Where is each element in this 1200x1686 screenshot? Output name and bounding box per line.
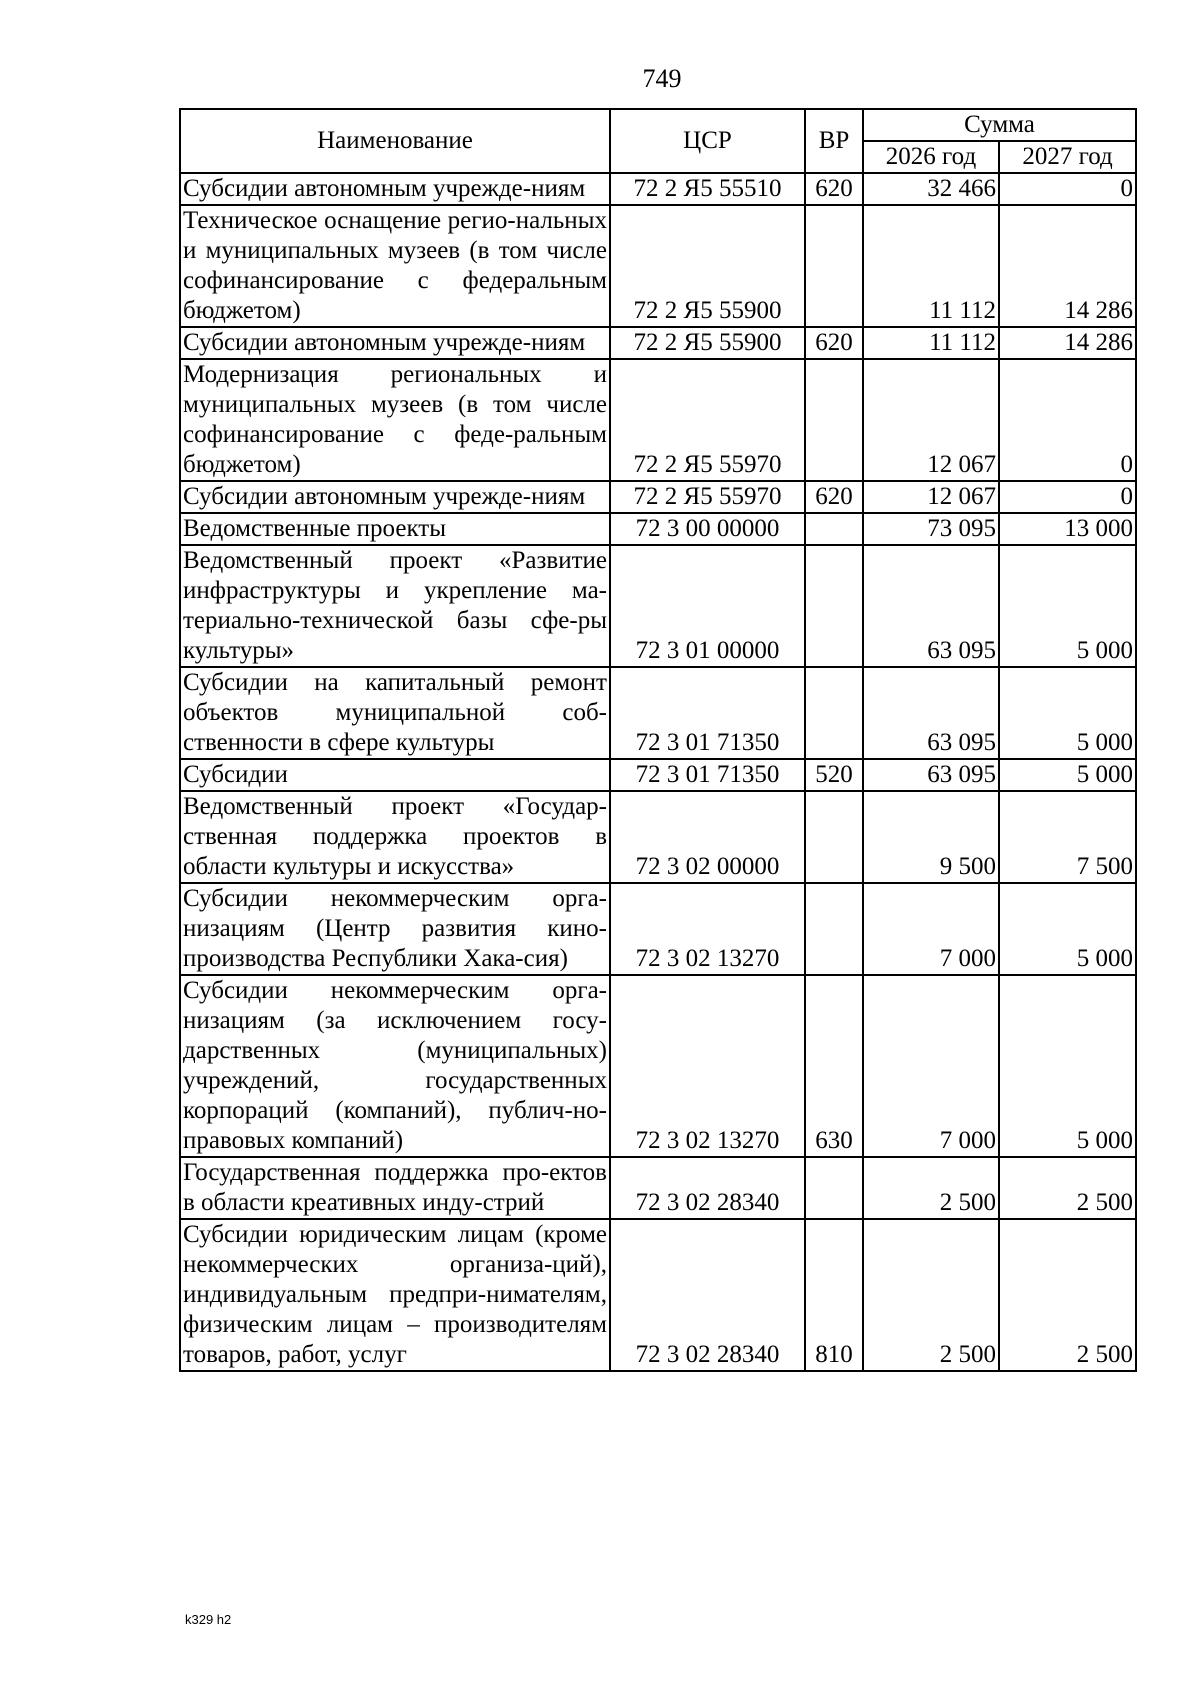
table-row (180, 513, 1136, 545)
row-csr-cell: 72 2 Я5 55970 (610, 359, 805, 481)
row-csr-cell: 72 3 01 00000 (610, 545, 805, 667)
row-2026-cell: 12 067 (863, 481, 999, 513)
row-2026-cell: 63 095 (863, 667, 999, 759)
budget-table (179, 108, 1137, 1372)
row-csr-cell: 72 3 02 13270 (610, 975, 805, 1157)
row-name-cell: Субсидии автономным учрежде-ниям (180, 327, 610, 359)
header-year-2026: 2026 год (863, 141, 999, 173)
row-csr-cell: 72 3 02 13270 (610, 883, 805, 975)
page-number: 749 (642, 64, 682, 93)
table-row (180, 883, 1136, 975)
row-2027-cell: 2 500 (999, 1157, 1136, 1219)
row-csr-cell: 72 3 00 00000 (610, 513, 805, 545)
row-csr-cell: 72 2 Я5 55900 (610, 327, 805, 359)
row-vr-cell: 810 (805, 1219, 863, 1371)
row-vr-cell: 520 (805, 759, 863, 791)
row-vr-cell: 620 (805, 173, 863, 205)
header-name: Наименование (180, 109, 610, 173)
row-vr-cell: 630 (805, 975, 863, 1157)
row-csr-cell: 72 3 01 71350 (610, 759, 805, 791)
row-name-cell: Ведомственный проект «Государ-ственная поддержка проектов в области культуры и искусства» (180, 791, 610, 883)
table-row (180, 359, 1136, 481)
header-year-2027: 2027 год (999, 141, 1136, 173)
row-csr-cell: 72 3 01 71350 (610, 667, 805, 759)
table-body (180, 173, 1136, 1371)
row-2027-cell: 5 000 (999, 545, 1136, 667)
row-2027-cell: 0 (999, 173, 1136, 205)
row-2026-cell: 73 095 (863, 513, 999, 545)
row-csr-cell: 72 2 Я5 55900 (610, 205, 805, 327)
row-name-cell: Государственная поддержка про-ектов в области креативных инду-стрий (180, 1157, 610, 1219)
row-2027-cell: 14 286 (999, 205, 1136, 327)
table-header (180, 109, 1136, 173)
row-2026-cell: 2 500 (863, 1157, 999, 1219)
row-name-cell: Субсидии на капитальный ремонт объектов муниципальной соб-ственности в сфере культуры (180, 667, 610, 759)
row-vr-cell (805, 359, 863, 481)
row-name-cell: Модернизация региональных и муниципальных музеев (в том числе софинансирование с феде-ральным бюджетом) (180, 359, 610, 481)
row-2026-cell: 12 067 (863, 359, 999, 481)
table-row (180, 1219, 1136, 1371)
row-vr-cell (805, 513, 863, 545)
row-vr-cell (805, 545, 863, 667)
table-row (180, 759, 1136, 791)
table-row (180, 327, 1136, 359)
table-row (180, 791, 1136, 883)
row-2027-cell: 5 000 (999, 883, 1136, 975)
row-2027-cell: 0 (999, 481, 1136, 513)
row-name-cell: Субсидии некоммерческим орга-низациям (Центр развития кино-производства Республики Хака-сия) (180, 883, 610, 975)
table-row (180, 975, 1136, 1157)
row-vr-cell (805, 667, 863, 759)
row-vr-cell (805, 791, 863, 883)
row-2027-cell: 5 000 (999, 975, 1136, 1157)
row-csr-cell: 72 2 Я5 55970 (610, 481, 805, 513)
table-row (180, 545, 1136, 667)
row-csr-cell: 72 3 02 00000 (610, 791, 805, 883)
row-vr-cell (805, 205, 863, 327)
header-csr: ЦСР (610, 109, 805, 173)
row-2027-cell: 14 286 (999, 327, 1136, 359)
row-name-cell: Субсидии автономным учрежде-ниям (180, 173, 610, 205)
row-2026-cell: 63 095 (863, 545, 999, 667)
row-2027-cell: 0 (999, 359, 1136, 481)
row-name-cell: Субсидии юридическим лицам (кроме некоммерческих организа-ций), индивидуальным предпри-нимателям, физическим лицам – производителям товаров, работ, услуг (180, 1219, 610, 1371)
row-vr-cell (805, 883, 863, 975)
table-row (180, 205, 1136, 327)
row-2026-cell: 63 095 (863, 759, 999, 791)
row-2027-cell: 7 500 (999, 791, 1136, 883)
row-csr-cell: 72 3 02 28340 (610, 1219, 805, 1371)
row-2027-cell: 5 000 (999, 667, 1136, 759)
row-2026-cell: 11 112 (863, 327, 999, 359)
row-2026-cell: 7 000 (863, 883, 999, 975)
table-row (180, 667, 1136, 759)
row-2027-cell: 2 500 (999, 1219, 1136, 1371)
row-2027-cell: 5 000 (999, 759, 1136, 791)
table-row (180, 173, 1136, 205)
row-name-cell: Ведомственный проект «Развитие инфраструктуры и укрепление ма-териально-технической базы сфе-ры культуры» (180, 545, 610, 667)
row-vr-cell: 620 (805, 481, 863, 513)
header-sum: Сумма (863, 109, 1136, 141)
footer-code: k329 h2 (185, 1612, 232, 1627)
row-2026-cell: 9 500 (863, 791, 999, 883)
row-vr-cell (805, 1157, 863, 1219)
row-2026-cell: 32 466 (863, 173, 999, 205)
row-2026-cell: 7 000 (863, 975, 999, 1157)
row-2027-cell: 13 000 (999, 513, 1136, 545)
row-2026-cell: 11 112 (863, 205, 999, 327)
table-row (180, 1157, 1136, 1219)
header-vr: ВР (805, 109, 863, 173)
row-name-cell: Субсидии (180, 759, 610, 791)
row-name-cell: Субсидии автономным учрежде-ниям (180, 481, 610, 513)
row-csr-cell: 72 3 02 28340 (610, 1157, 805, 1219)
row-name-cell: Ведомственные проекты (180, 513, 610, 545)
row-2026-cell: 2 500 (863, 1219, 999, 1371)
row-name-cell: Техническое оснащение регио-нальных и муниципальных музеев (в том числе софинансирование с федеральным бюджетом) (180, 205, 610, 327)
table-row (180, 481, 1136, 513)
row-csr-cell: 72 2 Я5 55510 (610, 173, 805, 205)
row-name-cell: Субсидии некоммерческим орга-низациям (за исключением госу-дарственных (муниципальных) учреждений, государственных корпораций (компаний), публич-но-правовых компаний) (180, 975, 610, 1157)
row-vr-cell: 620 (805, 327, 863, 359)
